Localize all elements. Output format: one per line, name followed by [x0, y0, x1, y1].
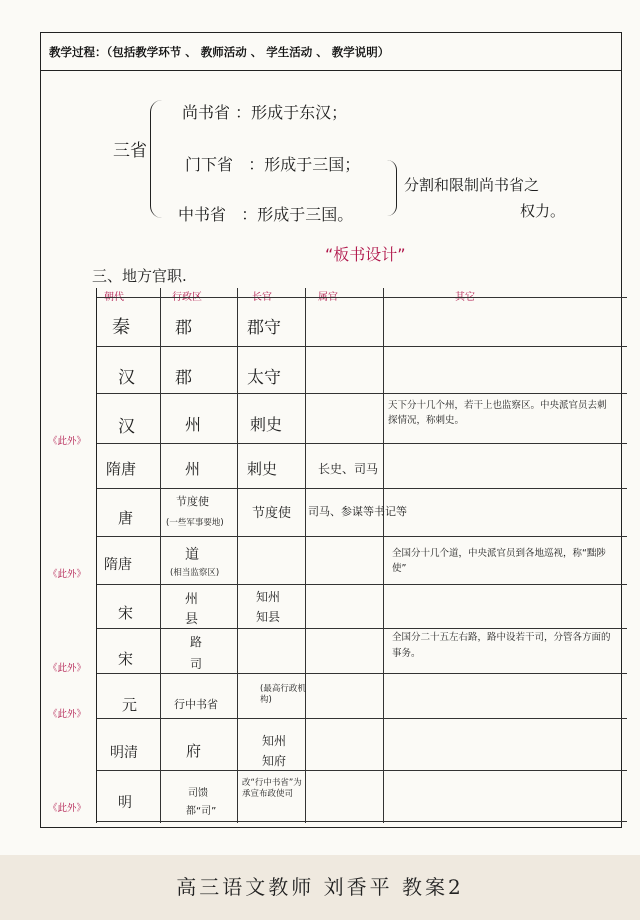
table-row-9-chief-2: 知府: [262, 754, 287, 768]
item-menxia-name: 门下省: [185, 155, 234, 174]
table-row-6-chief: 知州: [256, 590, 281, 604]
header-label: 教学过程：: [49, 45, 107, 59]
side-mark-2: 《此外》: [48, 569, 87, 580]
table-row-2-region: 州: [185, 415, 202, 434]
table-row-4-sub: 司马、参谋等书记等: [308, 505, 407, 518]
table-row-0-region: 郡: [175, 318, 192, 338]
table-row-4-region-note: (一些军事要地): [166, 518, 224, 528]
table-row-1-chief: 太守: [247, 368, 281, 388]
table-row-3-dynasty: 隋唐: [106, 460, 137, 478]
item-menxia: [185, 152, 360, 175]
table-row-7-other: 全国分二十五左右路，路中设若干司，分管各方面的事务。: [392, 632, 611, 659]
table-row-8-chief: (最高行政机构): [260, 684, 306, 705]
table-row-2-other: 天下分十几个州，若干上也监察区。中央派官员去刺探情况，称刺史。: [388, 400, 607, 426]
table-row-6-region-2: 县: [185, 612, 199, 627]
table-row-4-region: 节度使: [176, 495, 209, 508]
brace-right: [386, 160, 397, 216]
local-title: 三、地方官职.: [92, 267, 187, 285]
table-row-2-dynasty: 汉: [118, 417, 135, 437]
table-row-7-dynasty: 宋: [118, 650, 134, 668]
table-row-6-region: 州: [185, 592, 199, 607]
table-row-5-other: 全国分十几个道，中央派官员到各地巡视，称“黜陟使”: [392, 548, 606, 574]
conclusion-line-2: 权力。: [520, 202, 566, 220]
header-note: （包括教学环节 、 教师活动 、 学生活动 、 教学说明）: [106, 45, 390, 59]
table-row-9-chief: 知州: [262, 734, 287, 748]
board-design-note: “板书设计”: [325, 245, 406, 264]
san-label: 三省: [113, 141, 147, 161]
table-row-0-chief: 郡守: [247, 318, 281, 338]
table-row-5-region-note: (相当监察区): [170, 568, 220, 578]
table-row-3-region: 州: [185, 460, 201, 478]
table-row-10-region-2: 都“司”: [186, 806, 217, 817]
caption: 高三语文教师 刘香平 教案2: [176, 875, 464, 899]
table-row-3-chief: 刺史: [247, 460, 278, 478]
table-row-10-chief: 改“行中书省”为承宣布政使司: [242, 778, 302, 799]
table-row-2-chief: 刺史: [250, 415, 283, 434]
item-menxia-desc: ：形成于三国；: [248, 155, 361, 174]
conclusion-line-1: 分割和限制尚书省之: [404, 176, 540, 194]
table-row-7-region: 路: [190, 635, 203, 649]
item-zhongshu-name: 中书省: [178, 205, 227, 224]
table-row-8-dynasty: 元: [122, 696, 138, 714]
table-row-10-region: 司馈: [188, 788, 208, 799]
item-shangshu: [182, 100, 347, 123]
table-row-3-sub: 长史、司马: [318, 462, 379, 476]
brace-left: [150, 100, 165, 218]
table-row-4-dynasty: 唐: [118, 509, 134, 527]
side-mark-3: 《此外》: [48, 663, 87, 674]
table-row-4-chief: 节度使: [252, 506, 292, 521]
table-row-5-region: 道: [185, 547, 199, 563]
teaching-process-header: [41, 33, 621, 71]
item-shangshu-name: 尚书省: [182, 103, 231, 122]
table-row-0-dynasty: 秦: [112, 317, 130, 338]
table-row-8-region: 行中书省: [174, 698, 218, 711]
table-row-5-dynasty: 隋唐: [104, 557, 132, 573]
table-row-1-dynasty: 汉: [118, 368, 135, 388]
table-row-6-chief-2: 知县: [256, 610, 281, 624]
table-row-9-dynasty: 明清: [110, 745, 138, 761]
side-mark-1: 《此外》: [48, 436, 87, 447]
table-row-7-region-2: 司: [190, 657, 203, 671]
table-row-10-dynasty: 明: [118, 795, 132, 811]
side-mark-4: 《此外》: [48, 709, 87, 720]
side-mark-5: 《此外》: [48, 803, 87, 814]
item-zhongshu-desc: ：形成于三国。: [241, 205, 354, 224]
item-shangshu-desc: ：形成于东汉；: [235, 103, 348, 122]
table-row-9-region: 府: [186, 742, 202, 760]
table-row-6-dynasty: 宋: [118, 604, 134, 622]
item-zhongshu: [178, 202, 353, 225]
table-row-1-region: 郡: [175, 368, 192, 388]
